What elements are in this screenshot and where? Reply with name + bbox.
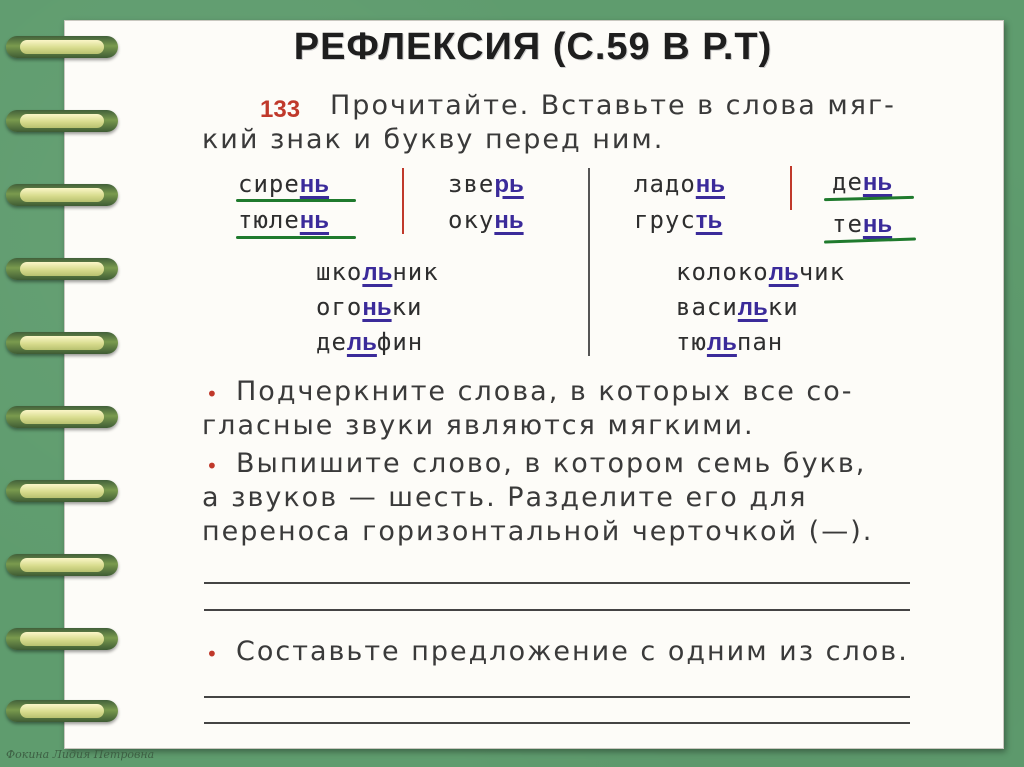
inserted-letters: ль bbox=[346, 329, 377, 356]
word-item: дельфин bbox=[316, 328, 424, 356]
word-item: тень bbox=[832, 210, 893, 238]
column-divider bbox=[402, 168, 404, 234]
ring-icon bbox=[6, 332, 118, 354]
bullet-text: Выпишите слово, в котором семь букв, bbox=[236, 448, 867, 479]
inserted-letters: ль bbox=[737, 294, 768, 321]
inserted-letters: нь bbox=[862, 169, 893, 196]
inserted-letters: нь bbox=[494, 207, 524, 234]
inserted-letters: ль bbox=[768, 259, 799, 286]
inserted-letters: ть bbox=[695, 207, 723, 234]
ring-icon bbox=[6, 700, 118, 722]
bullet-marker: • bbox=[206, 642, 218, 666]
task-number: 133 bbox=[260, 96, 301, 123]
ring-icon bbox=[6, 480, 118, 502]
bullet-text: Подчеркните слова, в которых все со- bbox=[236, 376, 854, 407]
bullet-text: Составьте предложение с одним из слов. bbox=[236, 636, 909, 667]
word-item: зверь bbox=[448, 170, 524, 198]
bullet-text: гласные звуки являются мягкими. bbox=[202, 410, 755, 441]
instruction-line-1: Прочитайте. Вставьте в слова мяг- bbox=[330, 90, 896, 121]
word-item: школьник bbox=[316, 258, 439, 286]
word-item: тюльпан bbox=[676, 328, 784, 356]
writing-line[interactable] bbox=[204, 696, 910, 698]
bullet-text: переноса горизонтальной черточкой (—). bbox=[202, 516, 874, 547]
writing-line[interactable] bbox=[204, 582, 910, 584]
page-title: РЕФЛЕКСИЯ (С.59 В Р.Т) bbox=[293, 26, 773, 68]
inserted-letters: ль bbox=[362, 259, 393, 286]
word-item: окунь bbox=[448, 206, 524, 234]
bullet-marker: • bbox=[206, 454, 218, 478]
ring-icon bbox=[6, 406, 118, 428]
inserted-letters: нь bbox=[362, 294, 392, 321]
ring-icon bbox=[6, 110, 118, 132]
ring-icon bbox=[6, 554, 118, 576]
inserted-letters: нь bbox=[299, 207, 330, 234]
word-item: день bbox=[832, 168, 893, 196]
inserted-letters: нь bbox=[299, 171, 330, 198]
word-item: огоньки bbox=[316, 293, 423, 321]
ring-icon bbox=[6, 258, 118, 280]
inserted-letters: нь bbox=[695, 171, 726, 198]
inserted-letters: ль bbox=[706, 329, 737, 356]
column-divider bbox=[588, 168, 590, 356]
column-divider bbox=[790, 166, 792, 210]
ring-icon bbox=[6, 628, 118, 650]
word-item: грусть bbox=[634, 206, 723, 234]
green-underline bbox=[236, 236, 356, 239]
writing-line[interactable] bbox=[204, 722, 910, 724]
bullet-marker: • bbox=[206, 382, 218, 406]
instruction-line-2: кий знак и букву перед ним. bbox=[202, 124, 665, 155]
bullet-text: а звуков — шесть. Разделите его для bbox=[202, 482, 808, 513]
word-item: васильки bbox=[676, 293, 799, 321]
ring-icon bbox=[6, 184, 118, 206]
writing-line[interactable] bbox=[204, 609, 910, 611]
inserted-letters: нь bbox=[862, 211, 893, 238]
word-item: сирень bbox=[238, 170, 330, 198]
word-item: колокольчик bbox=[676, 258, 846, 286]
word-item: ладонь bbox=[634, 170, 726, 198]
word-item: тюлень bbox=[238, 206, 330, 234]
inserted-letters: рь bbox=[494, 171, 524, 198]
signature: Фокина Лидия Петровна bbox=[6, 748, 155, 761]
green-underline bbox=[236, 199, 356, 202]
